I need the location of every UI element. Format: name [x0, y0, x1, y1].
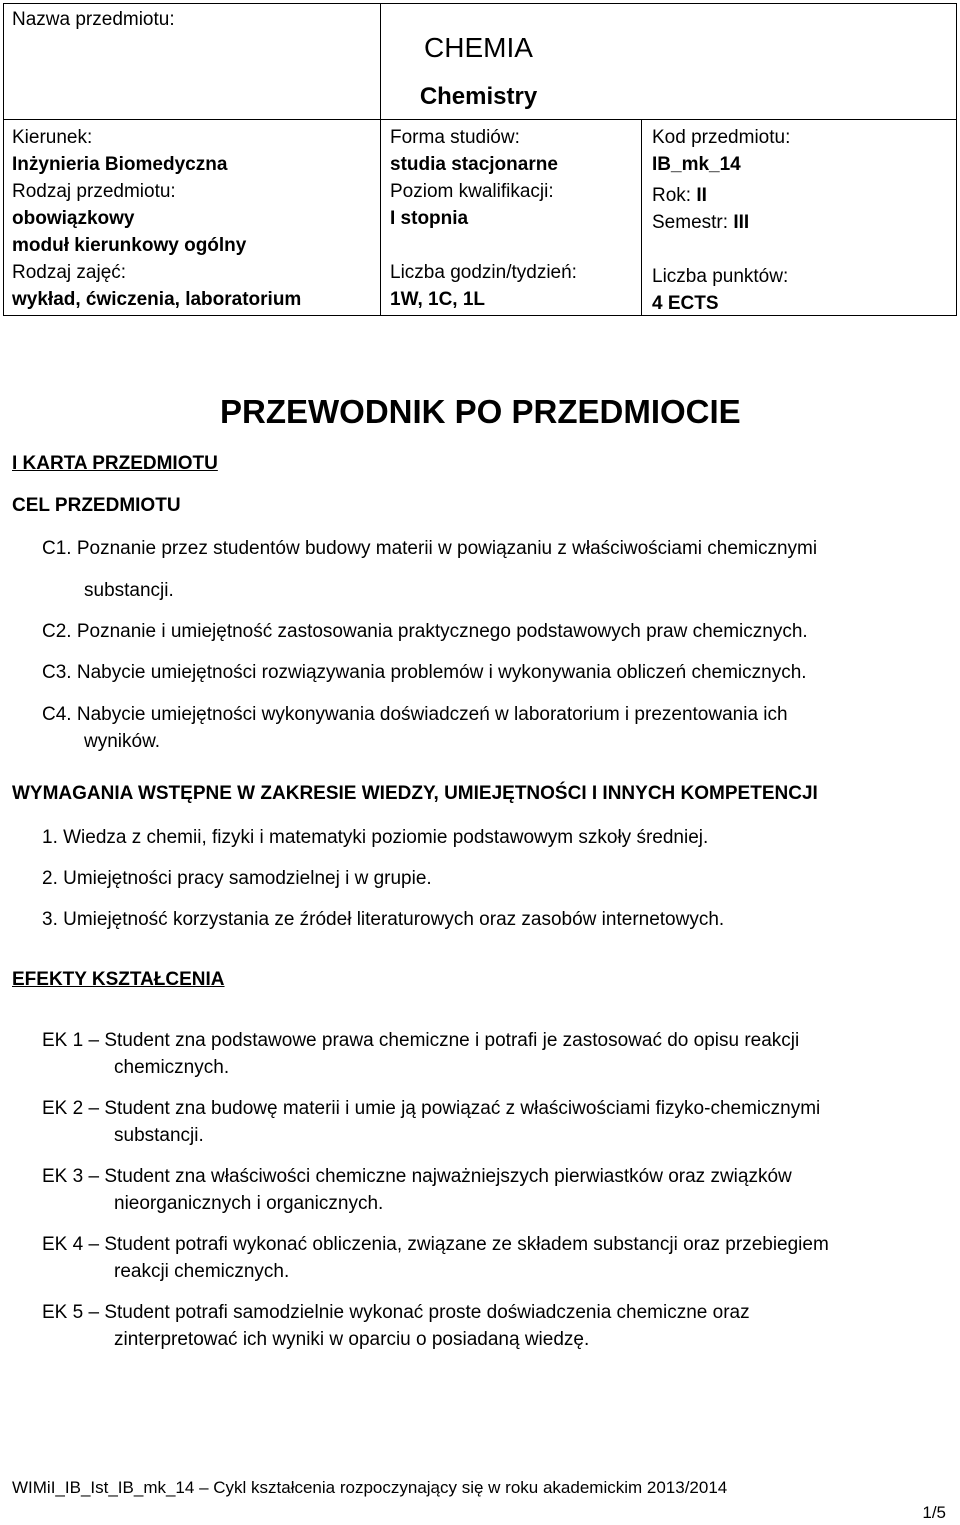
guide-title: PRZEWODNIK PO PRZEDMIOCIE	[220, 393, 741, 430]
cel-c2: C2. Poznanie i umiejętność zastosowania praktycznego podstawowych praw chemicznych.	[42, 621, 808, 642]
ek-4-line-1: EK 4 – Student potrafi wykonać obliczenia, związane ze składem substancji oraz przebiegiem	[42, 1234, 829, 1255]
liczba-godzin-label: Liczba godzin/tydzień:	[390, 262, 577, 283]
forma-studiow-label: Forma studiów:	[390, 127, 520, 148]
forma-studiow-value: studia stacjonarne	[390, 154, 558, 175]
footer-text: – Cykl kształcenia rozpoczynający się w roku akademickim 2013/2014	[194, 1478, 728, 1497]
kierunek-label: Kierunek:	[12, 127, 93, 148]
footer-code: WIMiI_IB_Ist_IB_mk_14	[12, 1478, 195, 1497]
rok-value: II	[696, 185, 707, 206]
liczba-godzin-value: 1W, 1C, 1L	[390, 289, 486, 310]
liczba-punktow-value: 4 ECTS	[652, 293, 719, 314]
ek-4-line-2: reakcji chemicznych.	[114, 1261, 290, 1282]
rok-label: Rok:	[652, 185, 692, 206]
ek-5-line-2: zinterpretować ich wyniki w oparciu o posiadaną wiedzę.	[114, 1329, 590, 1350]
cel-c1-line-2: substancji.	[84, 580, 174, 601]
rodzaj-przedmiotu-value-1: obowiązkowy	[12, 208, 135, 229]
cel-c4-line-1: C4. Nabycie umiejętności wykonywania doświadczeń w laboratorium i prezentowania ich	[42, 704, 788, 725]
wymagania-heading: WYMAGANIA WSTĘPNE W ZAKRESIE WIEDZY, UMIEJĘTNOŚCI I INNYCH KOMPETENCJI	[12, 783, 818, 804]
wymaganie-2: 2. Umiejętności pracy samodzielnej i w grupie.	[42, 868, 432, 889]
ek-2-line-2: substancji.	[114, 1125, 204, 1146]
rodzaj-zajec-value: wykład, ćwiczenia, laboratorium	[12, 289, 302, 310]
ek-2-line-1: EK 2 – Student zna budowę materii i umie ją powiązać z właściwościami fizyko-chemicznymi	[42, 1098, 821, 1119]
header-divider-horizontal	[3, 119, 957, 120]
cel-c1-line-1: C1. Poznanie przez studentów budowy materii w powiązaniu z właściwościami chemicznymi	[42, 538, 818, 559]
rodzaj-zajec-label: Rodzaj zajęć:	[12, 262, 127, 283]
semestr-value: III	[733, 212, 750, 233]
rodzaj-przedmiotu-label: Rodzaj przedmiotu:	[12, 181, 176, 202]
course-title-en: Chemistry	[419, 83, 538, 110]
page-number: 1/5	[922, 1503, 946, 1522]
karta-przedmiotu-heading: I KARTA PRZEDMIOTU	[12, 453, 218, 474]
semestr-line	[652, 209, 749, 236]
poziom-kwalifikacji-label: Poziom kwalifikacji:	[390, 181, 554, 202]
ek-3-line-1: EK 3 – Student zna właściwości chemiczne najważniejszych pierwiastków oraz związków	[42, 1166, 792, 1187]
kod-przedmiotu-value: IB_mk_14	[652, 154, 741, 175]
kierunek-value: Inżynieria Biomedyczna	[12, 154, 228, 175]
course-title-pl: CHEMIA	[424, 32, 533, 63]
efekty-heading: EFEKTY KSZTAŁCENIA	[12, 969, 225, 990]
poziom-kwalifikacji-value: I stopnia	[390, 208, 469, 229]
ek-1-line-2: chemicznych.	[114, 1057, 230, 1078]
wymaganie-3: 3. Umiejętność korzystania ze źródeł literaturowych oraz zasobów internetowych.	[42, 909, 725, 930]
wymaganie-1: 1. Wiedza z chemii, fizyki i matematyki poziomie podstawowym szkoły średniej.	[42, 827, 709, 848]
semestr-label: Semestr:	[652, 212, 729, 233]
cel-c3: C3. Nabycie umiejętności rozwiązywania problemów i wykonywania obliczeń chemicznych.	[42, 662, 807, 683]
cel-przedmiotu-heading: CEL PRZEDMIOTU	[12, 495, 181, 516]
ek-3-line-2: nieorganicznych i organicznych.	[114, 1193, 384, 1214]
rok-line	[652, 182, 707, 209]
kod-przedmiotu-label: Kod przedmiotu:	[652, 127, 791, 148]
ek-1-line-1: EK 1 – Student zna podstawowe prawa chemiczne i potrafi je zastosować do opisu reakcji	[42, 1030, 800, 1051]
rodzaj-przedmiotu-value-2: moduł kierunkowy ogólny	[12, 235, 247, 256]
liczba-punktow-label: Liczba punktów:	[652, 266, 789, 287]
cel-c4-line-2: wyników.	[84, 731, 161, 752]
header-divider-vertical-2	[641, 119, 642, 316]
ek-5-line-1: EK 5 – Student potrafi samodzielnie wykonać proste doświadczenia chemiczne oraz	[42, 1302, 750, 1323]
footer-line	[12, 1478, 727, 1498]
nazwa-przedmiotu-label: Nazwa przedmiotu:	[12, 9, 175, 30]
